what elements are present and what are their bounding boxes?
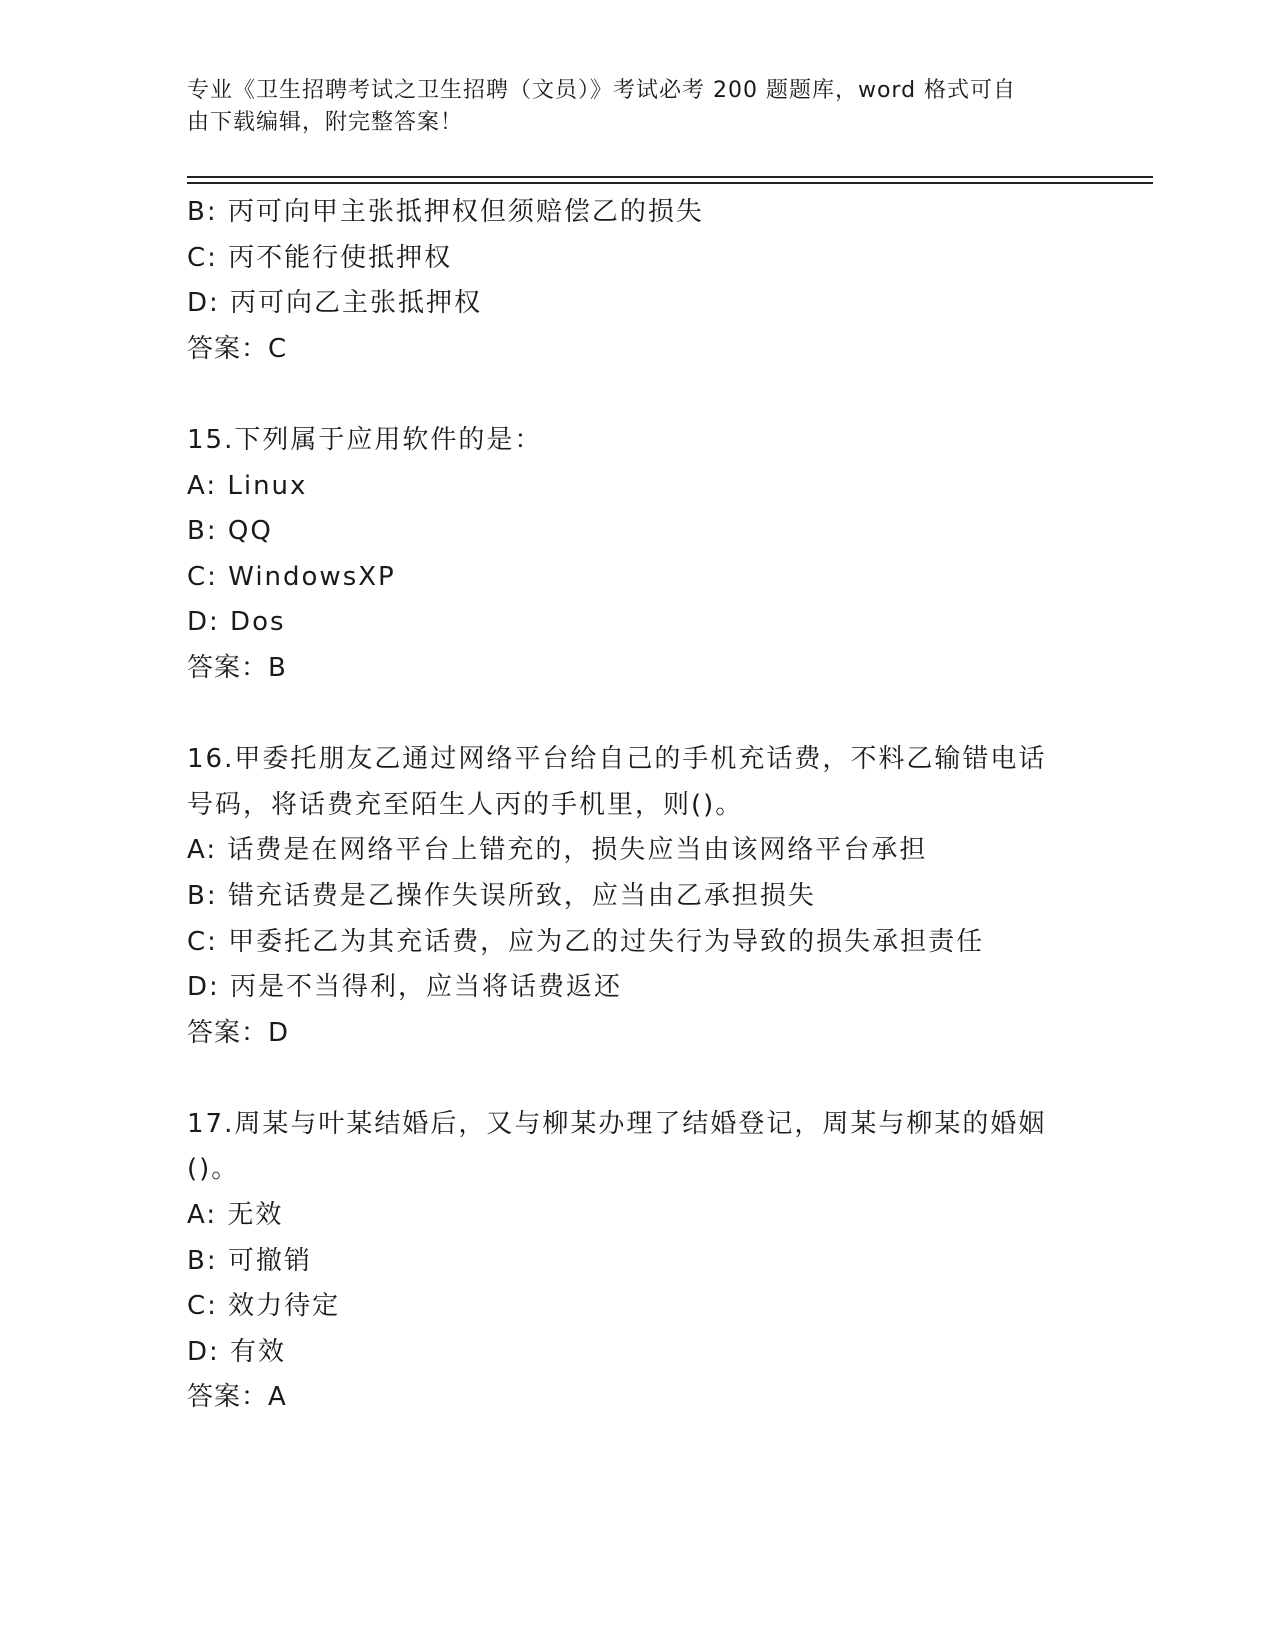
question-stem-continued: ()。: [187, 1154, 240, 1185]
answer: 答案：C: [187, 333, 288, 364]
question-16: [187, 737, 1137, 1056]
intro-line: 专业《卫生招聘考试之卫生招聘（文员）》考试必考 200 题题库，word 格式可自: [187, 78, 1017, 103]
question-stem: 15.下列属于应用软件的是：: [187, 424, 543, 455]
document-intro: [187, 75, 1067, 139]
spacer: [187, 372, 1137, 418]
option-a: A: 话费是在网络平台上错充的，损失应当由该网络平台承担: [187, 835, 928, 866]
option-b: B: 错充话费是乙操作失误所致，应当由乙承担损失: [187, 880, 816, 911]
question-stem: 17.周某与叶某结婚后，又与柳某办理了结婚登记，周某与柳某的婚姻: [187, 1108, 1047, 1139]
option-b: B: QQ: [187, 516, 273, 547]
option-c: C: 丙不能行使抵押权: [187, 242, 453, 273]
question-stem-continued: 号码，将话费充至陌生人丙的手机里，则()。: [187, 789, 744, 820]
question-15: [187, 418, 1137, 692]
header-divider-top: [187, 176, 1153, 178]
option-d: D: 丙可向乙主张抵押权: [187, 288, 483, 319]
option-c: C: 效力待定: [187, 1291, 341, 1322]
intro-line: 由下载编辑，附完整答案！: [187, 110, 464, 135]
option-c: C: WindowsXP: [187, 561, 396, 592]
question-list: [187, 190, 1137, 1421]
spacer: [187, 1056, 1137, 1102]
question-14: [187, 190, 1137, 372]
question-17: [187, 1102, 1137, 1421]
option-d: D: 丙是不当得利，应当将话费返还: [187, 972, 623, 1003]
option-d: D: Dos: [187, 607, 286, 638]
option-b: B: 可撤销: [187, 1245, 312, 1276]
option-a: A: Linux: [187, 470, 308, 501]
spacer: [187, 692, 1137, 738]
header-divider-bottom: [187, 182, 1153, 184]
answer: 答案：D: [187, 1017, 290, 1048]
answer: 答案：A: [187, 1382, 287, 1413]
question-stem: 16.甲委托朋友乙通过网络平台给自己的手机充话费，不料乙输错电话: [187, 744, 1047, 775]
option-c: C: 甲委托乙为其充话费，应为乙的过失行为导致的损失承担责任: [187, 926, 985, 957]
answer: 答案：B: [187, 652, 287, 683]
option-a: A: 无效: [187, 1200, 284, 1231]
option-d: D: 有效: [187, 1336, 287, 1367]
option-b: B: 丙可向甲主张抵押权但须赔偿乙的损失: [187, 197, 704, 227]
